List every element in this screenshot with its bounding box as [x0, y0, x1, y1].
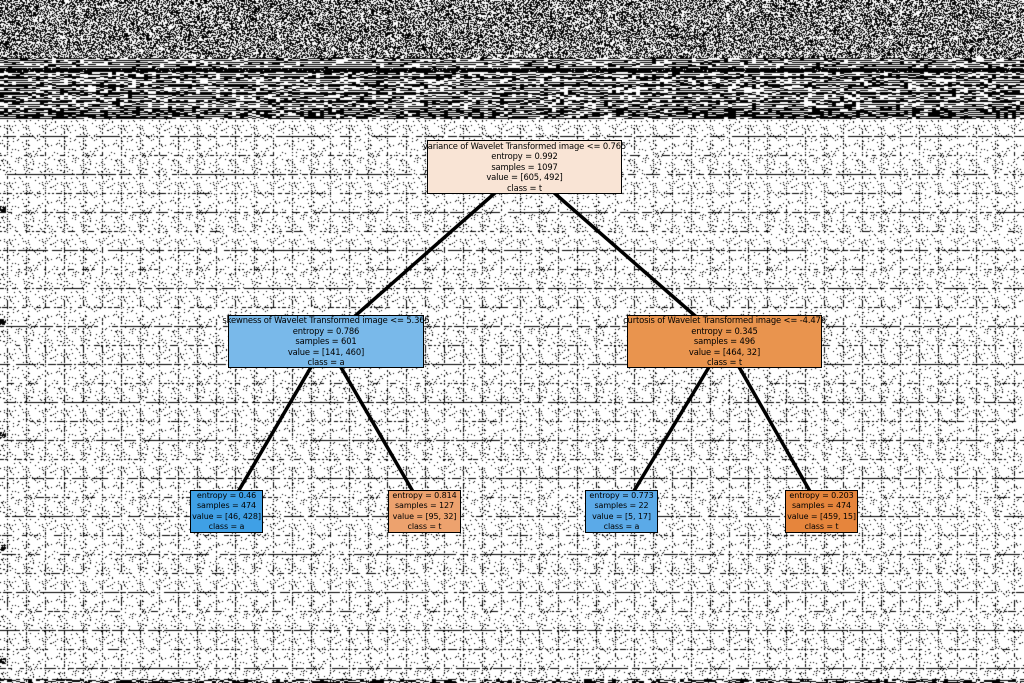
samples-value: samples = 496	[693, 336, 756, 347]
value-distribution: value = [459, 15]	[787, 511, 856, 521]
samples-value: samples = 1097	[491, 161, 558, 172]
samples-value: samples = 474	[196, 501, 256, 511]
entropy-value: entropy = 0.46	[196, 491, 257, 501]
class-label: class = t	[706, 357, 743, 368]
tree-leaf-right-right	[785, 490, 858, 533]
tree-node-left	[222, 315, 430, 368]
class-label: class = a	[208, 521, 245, 531]
entropy-value: entropy = 0.773	[589, 491, 654, 501]
value-distribution: value = [141, 460]	[287, 346, 365, 357]
entropy-value: entropy = 0.203	[789, 491, 854, 501]
samples-value: samples = 22	[594, 501, 649, 511]
tree-leaf-left-right	[388, 490, 461, 533]
split-condition: skewness of Wavelet Transformed image <= 5.365	[222, 315, 430, 326]
class-label: class = t	[506, 182, 543, 193]
samples-value: samples = 474	[791, 501, 851, 511]
tree-leaf-left-left	[190, 490, 263, 533]
class-label: class = a	[307, 357, 345, 368]
entropy-value: entropy = 0.814	[392, 491, 457, 501]
value-distribution: value = [605, 492]	[486, 172, 563, 183]
class-label: class = t	[804, 521, 839, 531]
entropy-value: entropy = 0.345	[691, 325, 758, 336]
entropy-value: entropy = 0.786	[292, 325, 360, 336]
tree-node-right	[623, 315, 826, 368]
split-condition: variance of Wavelet Transformed image <= 0.765	[422, 140, 627, 151]
value-distribution: value = [46, 428]	[192, 511, 261, 521]
samples-value: samples = 127	[394, 501, 454, 511]
split-condition: curtosis of Wavelet Transformed image <= -4.476	[623, 315, 826, 326]
tree-leaf-right-left	[585, 490, 658, 533]
class-label: class = a	[603, 521, 640, 531]
value-distribution: value = [95, 32]	[392, 511, 457, 521]
class-label: class = t	[407, 521, 442, 531]
value-distribution: value = [464, 32]	[688, 346, 761, 357]
value-distribution: value = [5, 17]	[592, 511, 651, 521]
samples-value: samples = 601	[295, 336, 357, 347]
tree-node-root	[422, 140, 627, 194]
entropy-value: entropy = 0.992	[491, 151, 558, 162]
